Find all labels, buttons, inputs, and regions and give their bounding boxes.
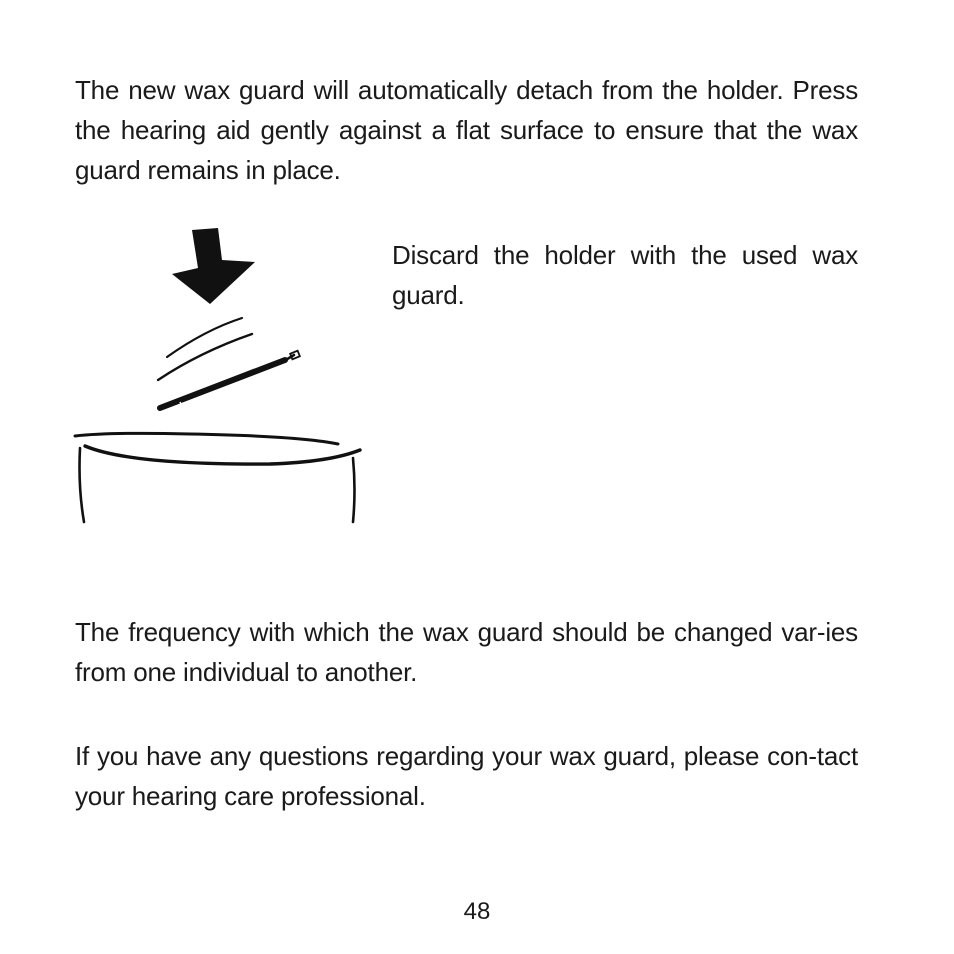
motion-line-icon (167, 318, 242, 357)
info-frequency: The frequency with which the wax guard should be changed var-ies from one individual to another. (75, 617, 858, 687)
motion-line-icon (158, 334, 252, 380)
down-arrow-icon (172, 228, 255, 304)
discard-holder-illustration (70, 222, 370, 532)
instruction-detach: The new wax guard will automatically detach from the holder. Press the hearing aid gently against a flat surface to ensure that the wax guard remains in place. (75, 75, 858, 185)
waste-bin-icon (75, 433, 360, 522)
wax-guard-holder-icon (160, 351, 300, 408)
info-questions: If you have any questions regarding your wax guard, please con-tact your hearing care professional. (75, 741, 858, 811)
page-number: 48 (463, 898, 491, 925)
instruction-discard: Discard the holder with the used wax guard. (392, 240, 858, 310)
